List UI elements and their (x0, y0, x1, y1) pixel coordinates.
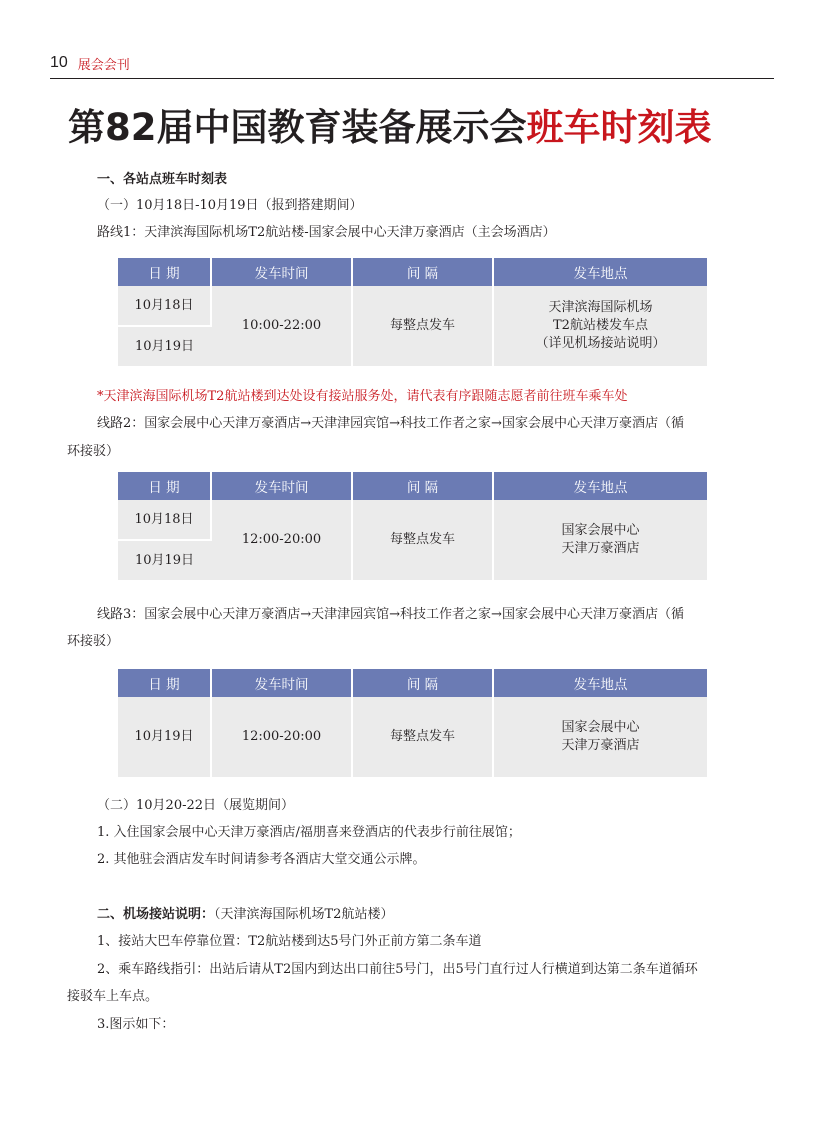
exhibition-item-2: 2. 其他驻会酒店发车时间请参考各酒店大堂交通公示牌。 (97, 852, 426, 867)
date-cell: 10月19日 (118, 326, 211, 366)
location-line: 国家会展中心 (561, 523, 640, 538)
page-header (50, 52, 130, 74)
table-row (118, 697, 707, 777)
title-main: 第82届中国教育装备展示会 (68, 106, 527, 149)
header-interval: 间 隔 (352, 669, 493, 697)
location-line: 国家会展中心 (561, 720, 640, 735)
interval-cell: 每整点发车 (352, 286, 493, 366)
header-rule (50, 78, 774, 79)
route1-text: 路线1：天津滨海国际机场T2航站楼-国家会展中心天津万豪酒店（主会场酒店） (97, 225, 556, 240)
title-highlight: 班车时刻表 (526, 106, 712, 149)
schedule-table-route1 (118, 258, 707, 366)
date-cell: 10月19日 (118, 697, 211, 777)
schedule-table-route3 (118, 669, 707, 777)
location-cell (493, 697, 707, 777)
time-cell: 10:00-22:00 (211, 286, 352, 366)
table-row (118, 286, 707, 326)
location-line: （详见机场接站说明） (535, 336, 666, 351)
header-date: 日 期 (118, 669, 211, 697)
date-cell: 10月18日 (118, 500, 211, 540)
location-line: 天津万豪酒店 (561, 738, 640, 753)
airport-info-line3: 3.图示如下： (97, 1017, 175, 1032)
airport-info-line2-cont: 接驳车上车点。 (67, 989, 159, 1004)
period1-label: （一）10月18日-10月19日（报到搭建期间） (97, 198, 363, 213)
header-interval: 间 隔 (352, 472, 493, 500)
section1-heading: 一、各站点班车时刻表 (97, 172, 228, 187)
interval-cell: 每整点发车 (352, 500, 493, 580)
location-cell (493, 286, 707, 366)
time-cell: 12:00-20:00 (211, 500, 352, 580)
airport-service-note: *天津滨海国际机场T2航站楼到达处设有接站服务处，请代表有序跟随志愿者前往班车乘车处 (97, 389, 628, 404)
schedule-table-route2 (118, 472, 707, 580)
table-row (118, 500, 707, 540)
table-header-row (118, 669, 707, 697)
exhibition-item-1: 1. 入住国家会展中心天津万豪酒店/福朋喜来登酒店的代表步行前往展馆； (97, 825, 521, 840)
airport-info-line1: 1、接站大巴车停靠位置：T2航站楼到达5号门外正前方第二条车道 (97, 934, 482, 949)
airport-info-line2: 2、乘车路线指引：出站后请从T2国内到达出口前往5号门，出5号门直行过人行横道到达第二条车道循环 (97, 962, 698, 977)
header-location: 发车地点 (493, 472, 707, 500)
publication-name: 展会会刊 (77, 57, 130, 73)
date-cell: 10月19日 (118, 540, 211, 580)
time-cell: 12:00-20:00 (211, 697, 352, 777)
header-date: 日 期 (118, 472, 211, 500)
date-cell: 10月18日 (118, 286, 211, 326)
route3-text-line2: 环接驳） (67, 634, 120, 649)
header-interval: 间 隔 (352, 258, 493, 286)
section2-heading: 二、机场接站说明： (97, 907, 215, 922)
table-header-row (118, 472, 707, 500)
header-time: 发车时间 (211, 669, 352, 697)
route2-text-line2: 环接驳） (67, 444, 120, 459)
location-cell (493, 500, 707, 580)
header-time: 发车时间 (211, 472, 352, 500)
route2-text-line1: 线路2：国家会展中心天津万豪酒店→天津津园宾馆→科技工作者之家→国家会展中心天津万豪酒店（循 (97, 416, 684, 431)
location-line: 天津万豪酒店 (561, 541, 640, 556)
header-date: 日 期 (118, 258, 211, 286)
header-location: 发车地点 (493, 669, 707, 697)
page-title (68, 103, 768, 153)
header-time: 发车时间 (211, 258, 352, 286)
table-header-row (118, 258, 707, 286)
period2-label: （二）10月20-22日（展览期间） (97, 798, 295, 813)
section2-heading-note: （天津滨海国际机场T2航站楼） (214, 907, 394, 922)
location-line: T2航站楼发车点 (553, 318, 648, 333)
route3-text-line1: 线路3：国家会展中心天津万豪酒店→天津津园宾馆→科技工作者之家→国家会展中心天津万豪酒店（循 (97, 607, 684, 622)
page-number: 10 (50, 54, 68, 71)
interval-cell: 每整点发车 (352, 697, 493, 777)
section2-heading-line (97, 906, 393, 924)
header-location: 发车地点 (493, 258, 707, 286)
location-line: 天津滨海国际机场 (548, 300, 653, 315)
